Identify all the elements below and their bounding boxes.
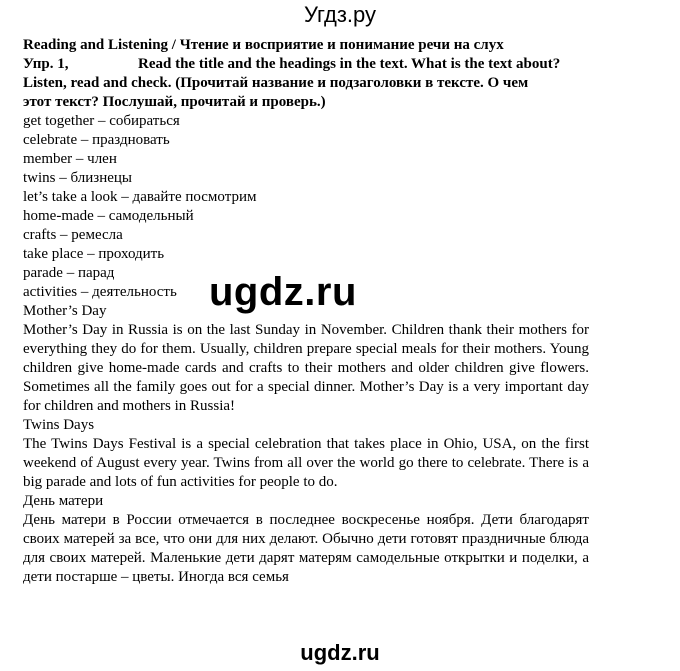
watermark-bottom: ugdz.ru [300,640,380,665]
exercise-heading [23,55,589,74]
section-title: Reading and Listening / Чтение и восприятие и понимание речи на слух [23,37,504,53]
vocab-item: let’s take a look – давайте посмотрим [23,189,257,205]
site-header: Угдз.ру [303,2,377,27]
watermark-middle: ugdz.ru [209,270,357,314]
vocab-item: celebrate – праздновать [23,132,170,148]
vocab-item: member – член [23,151,117,167]
exercise-instruction-line2: Listen, read and check. (Прочитай название и подзаголовки в тексте. О чем [23,75,529,91]
mothers-day-text: Mother’s Day in Russia is on the last Sunday in November. Children thank their mothers for everything they do for them. Usually, children prepare special meals for their mothers. Young children give home-made cards and crafts to their mothers and older children give flowers. Sometimes all the family goes out for a special dinner. Mother’s Day is a very important day for children and mothers in Russia! [23,322,589,414]
mothers-day-heading: Mother’s Day [23,303,107,319]
vocab-item: twins – близнецы [23,170,132,186]
twins-days-text: The Twins Days Festival is a special celebration that takes place in Ohio, USA, on the first weekend of August every year. Twins from all over the world go there to celebrate. There is a big parade and lots of fun activities for people to do. [23,436,589,490]
vocab-item: take place – проходить [23,246,165,262]
ru-mothers-day-heading: День матери [23,493,104,509]
ru-mothers-day-text: День матери в России отмечается в последнее воскресенье ноября. Дети благодарят своих матерей за все, что они для них делают. Обычно дети готовят праздничные блюда для своих матерей. Маленькие дети дарят матерям самодельные открытки и поделки, а дети постарше – цветы. Иногда вся семья [23,512,589,585]
vocab-item: crafts – ремесла [23,227,123,243]
vocab-item: activities – деятельность [23,284,177,300]
vocab-item: get together – собираться [23,113,180,129]
exercise-instruction-line1: Read the title and the headings in the text. What is the text about? [138,56,561,72]
exercise-instruction-line3: этот текст? Послушай, прочитай и проверь.) [23,94,326,110]
twins-days-heading: Twins Days [23,417,95,433]
exercise-number: Упр. 1, [23,56,69,72]
vocab-item: parade – парад [23,265,115,281]
vocab-item: home-made – самодельный [23,208,194,224]
